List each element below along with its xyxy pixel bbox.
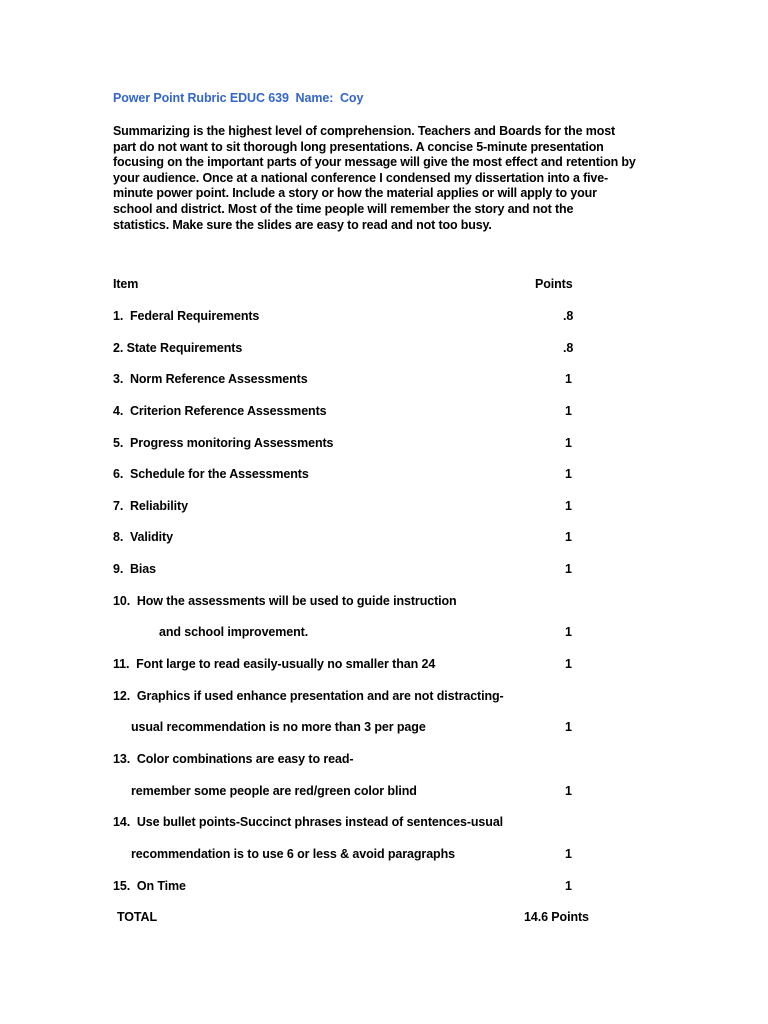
rubric-row-continuation	[0, 847, 768, 865]
rubric-row-continuation	[0, 720, 768, 738]
rubric-header-row	[0, 277, 768, 295]
rubric-item-label: 6. Schedule for the Assessments	[113, 467, 309, 481]
rubric-item-label: 3. Norm Reference Assessments	[113, 372, 308, 386]
rubric-item-points: 1	[565, 657, 572, 671]
rubric-item-points: 1	[565, 720, 572, 734]
rubric-row	[0, 752, 768, 770]
rubric-item-label: usual recommendation is no more than 3 per page	[131, 720, 426, 734]
rubric-row	[0, 657, 768, 675]
rubric-item-label: 11. Font large to read easily-usually no smaller than 24	[113, 657, 436, 671]
intro-line: school and district. Most of the time people will remember the story and not the	[113, 201, 574, 216]
rubric-row	[0, 815, 768, 833]
rubric-item-label: remember some people are red/green color blind	[131, 784, 417, 798]
rubric-row	[0, 341, 768, 359]
intro-line: part do not want to sit thorough long presentations. A concise 5-minute presentation	[113, 139, 604, 154]
rubric-item-points: 1	[565, 467, 572, 481]
rubric-row	[0, 436, 768, 454]
rubric-row	[0, 879, 768, 897]
rubric-row	[0, 404, 768, 422]
rubric-item-points: 1	[565, 625, 572, 639]
rubric-item-points: 1	[565, 847, 572, 861]
rubric-item-label: 8. Validity	[113, 530, 173, 544]
item-column-header: Item	[113, 277, 139, 291]
rubric-item-label: 4. Criterion Reference Assessments	[113, 404, 327, 418]
intro-line: focusing on the important parts of your message will give the most effect and retention by	[113, 155, 636, 170]
rubric-item-points: 1	[565, 879, 572, 893]
total-points: 14.6 Points	[524, 910, 589, 924]
intro-line: minute power point. Include a story or how the material applies or will apply to your	[113, 186, 597, 201]
total-label: TOTAL	[117, 910, 158, 924]
rubric-title: Power Point Rubric EDUC 639 Name: Coy	[113, 91, 364, 105]
rubric-row	[0, 309, 768, 327]
rubric-item-label: 12. Graphics if used enhance presentation and are not distracting-	[113, 689, 504, 703]
rubric-item-label: 13. Color combinations are easy to read-	[113, 752, 354, 766]
rubric-item-label: 2. State Requirements	[113, 341, 243, 355]
rubric-total-row	[0, 910, 768, 928]
intro-line: Summarizing is the highest level of comprehension. Teachers and Boards for the most	[113, 124, 616, 138]
rubric-item-points: .8	[563, 309, 574, 323]
rubric-row	[0, 530, 768, 548]
rubric-item-points: 1	[565, 784, 572, 798]
intro-paragraph	[113, 124, 673, 233]
rubric-item-label: 15. On Time	[113, 879, 186, 893]
rubric-item-label: recommendation is to use 6 or less & avoid paragraphs	[131, 847, 455, 861]
rubric-row-continuation	[0, 784, 768, 802]
rubric-item-points: 1	[565, 499, 572, 513]
rubric-item-points: 1	[565, 372, 572, 386]
rubric-row	[0, 689, 768, 707]
rubric-item-label: 9. Bias	[113, 562, 156, 576]
rubric-row	[0, 562, 768, 580]
rubric-item-label: 10. How the assessments will be used to guide instruction	[113, 594, 457, 608]
rubric-item-points: 1	[565, 404, 572, 418]
rubric-item-points: 1	[565, 436, 572, 450]
rubric-item-label: 14. Use bullet points-Succinct phrases instead of sentences-usual	[113, 815, 504, 829]
rubric-item-points: .8	[563, 341, 574, 355]
points-column-header: Points	[535, 277, 573, 291]
rubric-item-label: and school improvement.	[159, 625, 309, 639]
rubric-row	[0, 594, 768, 612]
rubric-item-points: 1	[565, 562, 572, 576]
rubric-item-label: 1. Federal Requirements	[113, 309, 260, 323]
intro-line: statistics. Make sure the slides are easy to read and not too busy.	[113, 217, 492, 232]
rubric-row	[0, 499, 768, 517]
rubric-row-continuation	[0, 625, 768, 643]
rubric-row	[0, 372, 768, 390]
rubric-item-points: 1	[565, 530, 572, 544]
rubric-row	[0, 467, 768, 485]
intro-line: your audience. Once at a national conference I condensed my dissertation into a five-	[113, 170, 609, 185]
rubric-item-label: 5. Progress monitoring Assessments	[113, 436, 334, 450]
rubric-item-label: 7. Reliability	[113, 499, 188, 513]
